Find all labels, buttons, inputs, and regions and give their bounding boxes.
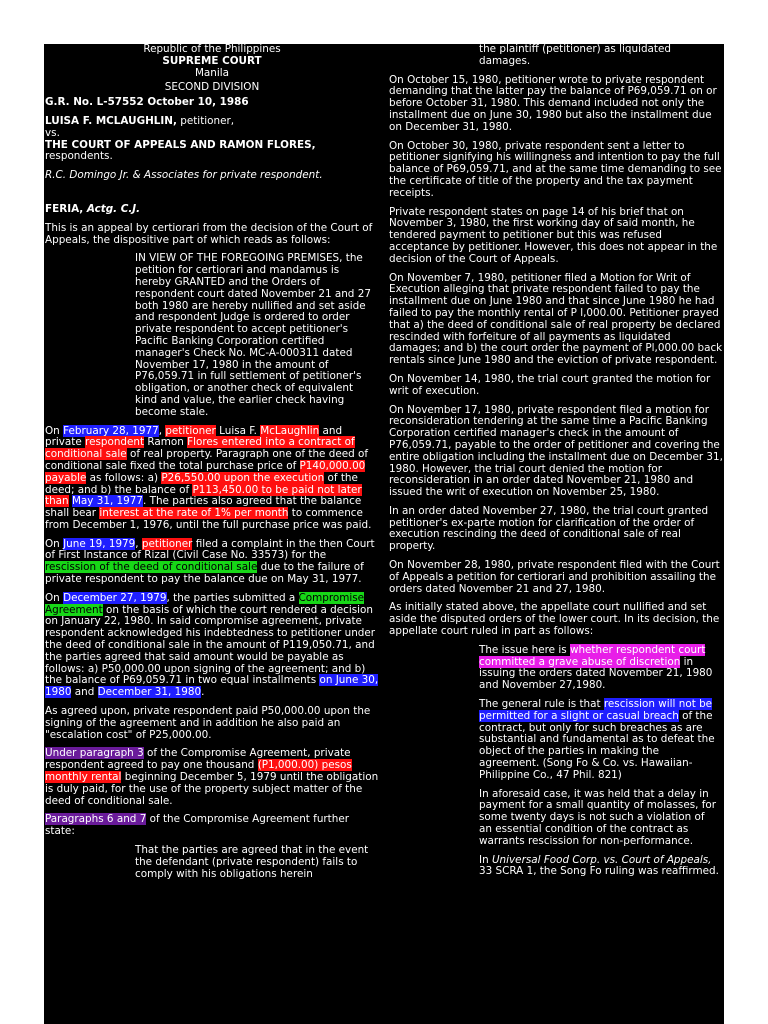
left-body (45, 223, 379, 881)
versus: vs. (45, 126, 60, 139)
block-quote (479, 645, 719, 692)
block-quote (135, 253, 375, 418)
case-number: G.R. No. L-57552 October 10, 1986 (45, 96, 249, 109)
text-span: on the basis of which the court rendered a decision on January 22, 1980. In said compromise agreement, private respondent acknowledged his indebtedness to petitioner under the deed of conditional sale in the amount of P119,050.71, and the parties agreed that said amount would be payable as follows: a) P50,000.00 upon signing of the agreement; and b) the balance of P69,059.71 in two equal installments (45, 603, 376, 687)
paragraph (389, 602, 723, 637)
highlighted-span: December 27, 1979 (63, 591, 167, 604)
paragraph (45, 706, 379, 741)
text-span: the plaintiff (petitioner) as liquidated damages. (479, 44, 671, 67)
text-span: Private respondent states on page 14 of his brief that on November 3, 1980, the first working day of said month, he tendered payment to petitioner but this was refused acceptance by petitioner. However, this does not appear in the decision of the Court of Appeals. (389, 205, 718, 265)
highlighted-span: P113,450.00 to be paid not later than (45, 483, 362, 508)
text-span: and private (45, 424, 343, 449)
highlighted-span: rescission of the deed of conditional sale (45, 561, 258, 574)
text-span: On (45, 424, 64, 437)
text-span: of the deed; and b) the balance of (45, 471, 358, 496)
text-span: of the Compromise Agreement, private respondent agreed to pay one thousand (45, 747, 351, 772)
highlighted-span: petitioner (165, 424, 216, 437)
paragraph (45, 426, 379, 532)
highlighted-span: Compromise Agreement (45, 591, 365, 616)
right-body (389, 44, 723, 878)
text-span: In (479, 853, 492, 866)
paragraph (389, 273, 723, 367)
text-span: in issuing the orders dated November 21, 1980 and November 27,1980. (479, 655, 713, 692)
text-span: On (45, 537, 64, 550)
paragraph (389, 207, 723, 266)
text-span: 33 SCRA 1, the Song Fo ruling was reaffirmed. (479, 865, 719, 878)
document-page (44, 44, 724, 1024)
text-span: On November 7, 1980, petitioner filed a Motion for Writ of Execution alleging that private respondent failed to pay the installment due on June 1980 and that since June 1980 he had failed to pay the monthly rental of P l,000.00. Petitioner prayed that a) the deed of conditional sale of real property be declared rescinded with forfeiture of all payments as liquidated damages; and b) the court order the payment of Pl,000.00 back rentals since June 1980 and the eviction of private respondent. (389, 271, 723, 367)
highlighted-span: (P1,000.00) pesos monthly rental (45, 759, 352, 784)
text-span: . (201, 686, 205, 699)
header-republic: Republic of the Philippines (143, 44, 281, 55)
text-span: IN VIEW OF THE FOREGOING PREMISES, the petition for certiorari and mandamus is hereby GRANTED and the Orders of respondent court dated November 21 and 27 both 1980 are hereby nullified and set aside and respondent Judge is ordered to order private respondent to accept petitioner's Pacific Banking Corporation certified manager's Check No. MC-A-000311 dated November 17, 1980 in the amount of P76,059.71 in full settlement of petitioner's obligation, or another check of equivalent kind and value, the earlier check having become stale. (135, 252, 371, 418)
text-span: The general rule is that (479, 698, 604, 711)
block-quote (479, 699, 719, 782)
text-span: beginning December 5, 1979 until the obligation is duly paid, for the use of the property subject matter of the deed of conditional sale. (45, 771, 379, 807)
parties (45, 116, 379, 128)
petitioner-name: LUISA F. MCLAUGHLIN, (45, 114, 177, 127)
paragraph (45, 593, 379, 699)
highlighted-span: May 31, 1977 (71, 495, 143, 508)
paragraph (45, 748, 379, 807)
highlighted-span: June 19, 1979 (63, 537, 136, 550)
text-span: , the parties submitted a (166, 591, 299, 604)
block-quote (479, 44, 719, 68)
text-span: of real property. Paragraph one of the deed of conditional sale fixed the total purchase price of (45, 448, 369, 472)
right-column (389, 44, 723, 885)
text-span: That the parties are agreed that in the event the defendant (private respondent) fails to comply with his obligations herein (135, 844, 369, 880)
text-span: to commence from December 1, 1976, until the full purchase price was paid. (45, 507, 372, 531)
text-span: As initially stated above, the appellate court nullified and set aside the disputed orders of the lower court. In its decision, the appellate court ruled in part as follows: (389, 601, 720, 638)
text-span: Ramon (144, 436, 188, 449)
highlighted-span: P26,550.00 upon the execution (161, 471, 325, 484)
highlighted-span: respondent (85, 436, 145, 449)
paragraph (389, 141, 723, 200)
author-title: Actg. C.J. (83, 202, 141, 215)
text-span: due to the failure of private respondent to pay the balance due on May 31, 1977. (45, 561, 364, 586)
highlighted-span: on June 30, 1980 (45, 674, 379, 699)
header-city: Manila (194, 66, 230, 79)
text-span: filed a complaint in the then Court of First Instance of Rizal (Civil Case No. 33573) for the (45, 537, 375, 562)
left-column (45, 44, 379, 887)
highlighted-span: Flores entered into a contract of conditional sale (45, 436, 355, 461)
text-span: of the Compromise Agreement further state: (45, 813, 350, 838)
text-span: Luisa F. (215, 424, 261, 437)
author-name: FERIA, (45, 202, 84, 215)
text-span: On November 17, 1980, private respondent filed a motion for reconsideration tendering at the same time a Pacific Banking Corporation certified manager's check in the amount of P76,059.71, payable to the order of petitioner and covering the entire obligation including the installment due on December 31, 1980. However, the trial court denied the motion for reconsideration in an order dated November 21, 1980 and issued the writ of execution on November 25, 1980. (389, 403, 723, 499)
text-span: . The parties also agreed that the balance shall bear (45, 495, 362, 520)
highlighted-span: rescission will not be permitted for a slight or casual breach (479, 698, 713, 722)
paragraph (389, 506, 723, 553)
highlighted-span: Paragraphs 6 and 7 (45, 813, 147, 826)
paragraph (389, 560, 723, 595)
paragraph (45, 539, 379, 586)
text-span: On (45, 591, 64, 604)
text-span: This is an appeal by certiorari from the decision of the Court of Appeals, the dispositive part of which reads as follows: (45, 221, 373, 246)
paragraph (389, 374, 723, 398)
respondents-role: respondents. (45, 150, 113, 163)
highlighted-span: February 28, 1977 (63, 424, 159, 437)
text-span: , (135, 537, 142, 550)
paragraph (45, 223, 379, 247)
text-span: as follows: a) (86, 471, 162, 484)
author-line (45, 204, 379, 216)
header-court: SUPREME COURT (162, 54, 262, 67)
text-span: The issue here is (479, 643, 570, 656)
header-division: SECOND DIVISION (164, 81, 260, 94)
text-span: Universal Food Corp. vs. Court of Appeals, (491, 853, 712, 866)
highlighted-span: petitioner (141, 537, 193, 550)
paragraph (389, 405, 723, 499)
paragraph (389, 75, 723, 134)
highlighted-span: McLaughlin (260, 424, 320, 437)
text-span: , (158, 424, 166, 437)
highlighted-span: December 31, 1980 (97, 686, 202, 699)
text-span: On October 30, 1980, private respondent sent a letter to petitioner signifying his willingness and intention to pay the full balance of P69,059.71, and at the same time demanding to see the certificate of title of the property and the tax payment receipts. (389, 139, 722, 199)
text-span: In aforesaid case, it was held that a delay in payment for a small quantity of molasses, for some twenty days is not such a violation of an essential condition of the contract as warrants rescission for non-performance. (479, 787, 717, 847)
text-span: On November 28, 1980, private respondent filed with the Court of Appeals a petition for certiorari and prohibition assailing the orders dated November 21 and 27, 1980. (389, 559, 720, 595)
text-span: On October 15, 1980, petitioner wrote to private respondent demanding that the latter pay the balance of P69,059.71 on or before October 31, 1980. This demand included not only the installment due on June 30, 1980 but also the installment due on December 31, 1980. (389, 73, 717, 133)
text-span: On November 14, 1980, the trial court granted the motion for writ of execution. (389, 372, 711, 397)
highlighted-span: Under paragraph 3 (45, 747, 144, 760)
text-span: and (71, 686, 98, 699)
text-span: As agreed upon, private respondent paid P50,000.00 upon the signing of the agreement and in addition he also paid an "escalation cost" of P25,000.00. (45, 705, 371, 741)
respondents-name: THE COURT OF APPEALS AND RAMON FLORES, (45, 138, 316, 151)
counsel-line: R.C. Domingo Jr. & Associates for private respondent. (45, 169, 323, 182)
petitioner-role: petitioner, (176, 114, 235, 127)
paragraph (45, 814, 379, 838)
highlighted-span: interest at the rate of 1% per month (99, 507, 289, 520)
highlighted-span: P140,000.00 payable (45, 459, 366, 484)
text-span: of the contract, but only for such breaches as are substantial and fundamental as to defeat the object of the parties in making the agreement. (Song Fo & Co. vs. Hawaiian-Philippine Co., 47 Phil. 821) (479, 709, 715, 781)
block-quote (479, 789, 719, 848)
block-quote (479, 855, 719, 879)
highlighted-span: whether respondent court committed a grave abuse of discretion (479, 643, 706, 668)
text-span: In an order dated November 27, 1980, the trial court granted petitioner's ex-parte motion for clarification of the order of execution rescinding the deed of conditional sale of real property. (389, 504, 709, 553)
block-quote (135, 845, 375, 880)
